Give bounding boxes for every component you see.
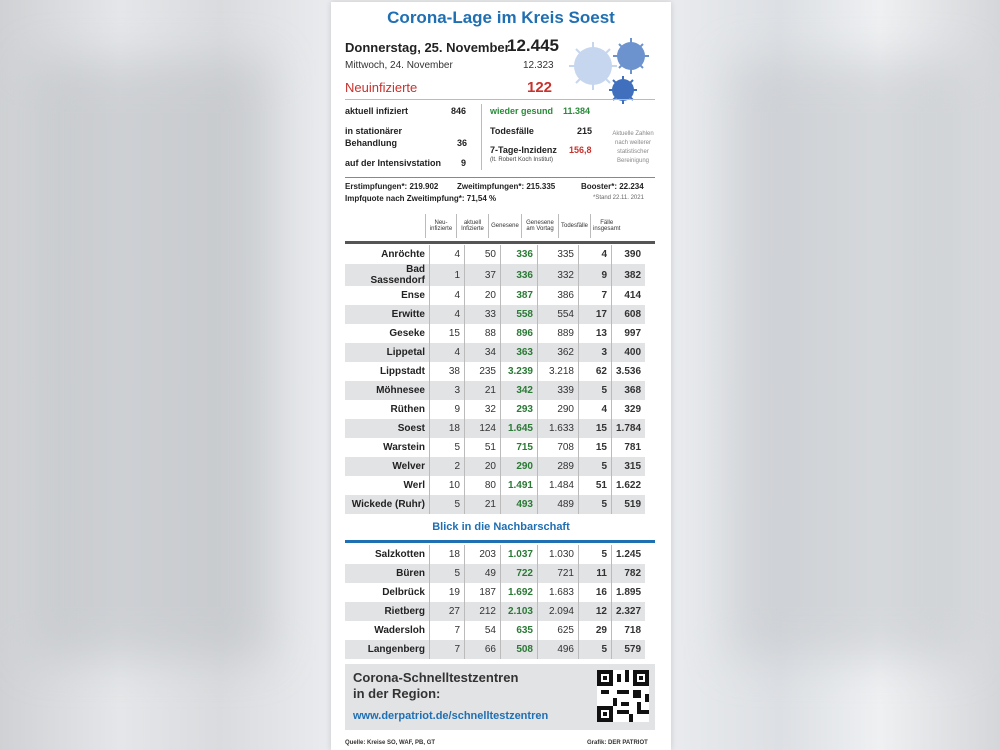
row-value-cell: 1.645 [501, 419, 538, 438]
row-value-cell: 1.484 [538, 476, 579, 495]
row-value-cell: 335 [538, 245, 579, 264]
row-value-cell: 4 [430, 343, 465, 362]
row-value-cell: 332 [538, 264, 579, 286]
new-label: Neuinfizierte [345, 80, 418, 95]
row-value-cell: 293 [501, 400, 538, 419]
row-value-cell: 62 [579, 362, 612, 381]
row-value-cell: 5 [430, 438, 465, 457]
row-value-cell: 27 [430, 602, 465, 621]
row-value-cell: 9 [430, 400, 465, 419]
row-value-cell: 20 [465, 286, 501, 305]
neighbors-title: Blick in die Nachbarschaft [432, 521, 570, 533]
column-header: Todesfälle [559, 214, 591, 238]
row-value-cell: 3 [579, 343, 612, 362]
yesterday-value: 12.323 [523, 60, 554, 71]
row-value-cell: 12 [579, 602, 612, 621]
table-row [345, 640, 645, 659]
row-value-cell: 889 [538, 324, 579, 343]
yesterday-label: Mittwoch, 24. November [345, 60, 453, 71]
row-value-cell: 387 [501, 286, 538, 305]
vacc-stand: *Stand 22.11. 2021 [593, 195, 644, 201]
district-table [345, 245, 645, 514]
row-name-cell: Rüthen [345, 400, 430, 419]
row-value-cell: 50 [465, 245, 501, 264]
row-name-cell: Delbrück [345, 583, 430, 602]
row-value-cell: 5 [430, 495, 465, 514]
row-value-cell: 493 [501, 495, 538, 514]
row-value-cell: 363 [501, 343, 538, 362]
row-value-cell: 21 [465, 495, 501, 514]
table-row [345, 400, 645, 419]
table-row [345, 621, 645, 640]
row-name-cell: Langenberg [345, 640, 430, 659]
row-value-cell: 496 [538, 640, 579, 659]
vacc-quota: Impfquote nach Zweitimpfung*: 71,54 % [345, 194, 497, 203]
row-name-cell: Wickede (Ruhr) [345, 495, 430, 514]
table-row [345, 457, 645, 476]
row-value-cell: 997 [624, 328, 642, 339]
row-value-cell: 5 [579, 495, 612, 514]
divider [345, 177, 655, 178]
today-label: Donnerstag, 25. November [345, 40, 510, 55]
row-value-cell: 187 [465, 583, 501, 602]
column-header: aktuell Infizierte [457, 214, 489, 238]
row-value-cell: 7 [430, 640, 465, 659]
row-value-cell: 329 [624, 404, 642, 415]
row-value-cell: 2.327 [612, 602, 646, 621]
row-name-cell: Rietberg [345, 602, 430, 621]
row-value-cell: 4 [430, 286, 465, 305]
footer-source: Quelle: Kreise SO, WAF, PB, GT [345, 740, 436, 746]
row-name-cell: Werl [345, 476, 430, 495]
row-name-cell: Geseke [345, 324, 430, 343]
row-value-cell: 3.239 [501, 362, 538, 381]
note-line: Aktuelle Zahlen [612, 131, 654, 137]
row-name-cell: Lippetal [345, 343, 430, 362]
row-value-cell: 124 [465, 419, 501, 438]
row-value-cell: 1.030 [538, 545, 579, 564]
hospital-label-1: in stationärer [345, 126, 403, 136]
new-value: 122 [527, 79, 553, 96]
row-name-cell: Wadersloh [345, 621, 430, 640]
row-value-cell: 10 [430, 476, 465, 495]
table-row [345, 564, 645, 583]
row-value-cell: 489 [538, 495, 579, 514]
row-value-cell: 20 [465, 457, 501, 476]
row-value-cell: 1.633 [538, 419, 579, 438]
incidence-value: 156,8 [569, 145, 592, 155]
row-value-cell: 7 [579, 286, 612, 305]
row-value-cell: 38 [430, 362, 465, 381]
table-row [345, 602, 645, 621]
row-value-cell: 203 [465, 545, 501, 564]
row-value-cell: 18 [430, 545, 465, 564]
vacc-booster: Booster*: 22.234 [581, 182, 644, 191]
row-name-cell: Soest [345, 419, 430, 438]
row-value-cell: 414 [624, 290, 642, 301]
row-value-cell: 342 [501, 381, 538, 400]
deaths-label: Todesfälle [490, 126, 534, 136]
row-value-cell: 896 [501, 324, 538, 343]
row-value-cell: 722 [501, 564, 538, 583]
row-value-cell: 80 [465, 476, 501, 495]
table-row [345, 286, 645, 305]
row-value-cell: 635 [501, 621, 538, 640]
row-value-cell: 19 [430, 583, 465, 602]
row-name-cell: Salzkotten [345, 545, 430, 564]
divider [345, 99, 655, 100]
hospital-label-2: Behandlung [345, 138, 397, 148]
row-value-cell: 715 [501, 438, 538, 457]
row-value-cell: 290 [538, 400, 579, 419]
row-value-cell: 1.245 [616, 549, 642, 560]
qr-code-icon[interactable] [597, 670, 649, 722]
row-name-cell: Lippstadt [345, 362, 430, 381]
testcenter-line2: in der Region: [353, 686, 441, 701]
neighbor-table [345, 545, 645, 659]
row-value-cell: 290 [501, 457, 538, 476]
stats-separator [481, 104, 482, 170]
row-value-cell: 289 [538, 457, 579, 476]
row-value-cell: 13 [579, 324, 612, 343]
table-row [345, 305, 645, 324]
header-spacer [345, 214, 426, 238]
row-value-cell: 1.037 [501, 545, 538, 564]
testcenter-line1: Corona-Schnelltestzentren [353, 670, 519, 685]
row-value-cell: 336 [501, 264, 538, 286]
row-value-cell: 4 [430, 305, 465, 324]
row-name-cell: Büren [345, 564, 430, 583]
row-value-cell: 400 [612, 343, 646, 362]
row-value-cell: 5 [579, 640, 612, 659]
row-value-cell: 7 [430, 621, 465, 640]
table-row [345, 264, 645, 286]
row-value-cell: 1.692 [501, 583, 538, 602]
row-value-cell: 4 [430, 245, 465, 264]
recovered-label: wieder gesund [490, 106, 554, 116]
row-value-cell: 11 [579, 564, 612, 583]
row-name-cell: Anröchte [345, 245, 430, 264]
row-value-cell: 66 [465, 640, 501, 659]
row-name-cell: Ense [345, 286, 430, 305]
row-value-cell: 339 [538, 381, 579, 400]
table-row [345, 343, 645, 362]
row-value-cell: 17 [579, 305, 612, 324]
row-value-cell: 29 [579, 621, 612, 640]
note-line: nach weiterer [614, 140, 652, 146]
column-header: Genesene [489, 214, 522, 238]
row-value-cell: 519 [612, 495, 646, 514]
row-value-cell: 37 [465, 264, 501, 286]
row-value-cell: 3.218 [538, 362, 579, 381]
row-value-cell: 32 [465, 400, 501, 419]
row-value-cell: 15 [579, 419, 612, 438]
table-row [345, 324, 645, 343]
row-value-cell: 4 [579, 400, 612, 419]
row-value-cell: 1.683 [538, 583, 579, 602]
row-value-cell: 2.103 [501, 602, 538, 621]
row-value-cell: 3 [430, 381, 465, 400]
row-name-cell: Warstein [345, 438, 430, 457]
incidence-source: (lt. Robert Koch Institut) [490, 157, 554, 163]
row-value-cell: 390 [624, 249, 642, 260]
row-value-cell: 336 [501, 245, 538, 264]
table-row [345, 438, 645, 457]
column-header: Genesene am Vortag [522, 214, 559, 238]
vacc-first: Erstimpfungen*: 219.902 [345, 182, 439, 191]
table-row [345, 476, 645, 495]
table-row [345, 495, 645, 514]
row-value-cell: 54 [465, 621, 501, 640]
row-value-cell: 721 [538, 564, 579, 583]
background-blur-left [30, 60, 270, 660]
table-row [345, 583, 645, 602]
hospital-value: 36 [457, 138, 468, 148]
icu-value: 9 [461, 158, 467, 168]
table-row [345, 419, 645, 438]
row-value-cell: 782 [612, 564, 646, 583]
row-value-cell: 34 [465, 343, 501, 362]
incidence-label: 7-Tage-Inzidenz [490, 145, 557, 155]
table-row [345, 381, 645, 400]
row-value-cell: 579 [612, 640, 646, 659]
background-blur-right [730, 60, 970, 660]
row-value-cell: 5 [579, 457, 612, 476]
infographic-card [331, 2, 671, 750]
row-value-cell: 781 [624, 442, 642, 453]
vacc-second: Zweitimpfungen*: 215.335 [457, 182, 556, 191]
row-value-cell: 5 [430, 564, 465, 583]
row-value-cell: 608 [612, 305, 646, 324]
row-value-cell: 2 [430, 457, 465, 476]
testcenter-box [345, 664, 655, 730]
row-value-cell: 554 [538, 305, 579, 324]
note-line: statistischer [617, 149, 649, 155]
row-value-cell: 15 [579, 438, 612, 457]
row-value-cell: 1.784 [612, 419, 646, 438]
row-value-cell: 51 [579, 476, 612, 495]
row-value-cell: 212 [465, 602, 501, 621]
row-value-cell: 3.536 [616, 366, 642, 377]
testcenter-link[interactable]: www.derpatriot.de/schnelltestzentren [353, 710, 549, 722]
table-header [345, 214, 622, 238]
row-value-cell: 1 [430, 264, 465, 286]
row-value-cell: 18 [430, 419, 465, 438]
row-value-cell: 708 [538, 438, 579, 457]
table-row [345, 362, 645, 381]
row-value-cell: 51 [465, 438, 501, 457]
row-value-cell: 235 [465, 362, 501, 381]
row-value-cell: 33 [465, 305, 501, 324]
today-value: 12.445 [507, 36, 559, 55]
row-name-cell: Bad Sassendorf [345, 264, 430, 286]
row-value-cell: 2.094 [538, 602, 579, 621]
row-value-cell: 88 [465, 324, 501, 343]
row-value-cell: 362 [538, 343, 579, 362]
row-value-cell: 625 [538, 621, 579, 640]
row-value-cell: 508 [501, 640, 538, 659]
row-value-cell: 9 [579, 264, 612, 286]
deaths-value: 215 [577, 126, 593, 136]
row-name-cell: Erwitte [345, 305, 430, 324]
column-header: Fälle insgesamt [593, 220, 621, 232]
row-value-cell: 368 [612, 381, 646, 400]
row-value-cell: 21 [465, 381, 501, 400]
row-name-cell: Welver [345, 457, 430, 476]
row-value-cell: 1.622 [616, 480, 642, 491]
column-header: Neu-infizierte [426, 214, 457, 238]
row-value-cell: 1.491 [501, 476, 538, 495]
row-value-cell: 15 [430, 324, 465, 343]
row-value-cell: 4 [579, 245, 612, 264]
row-value-cell: 386 [538, 286, 579, 305]
footer-credit: Grafik: DER PATRIOT [587, 740, 648, 746]
note-line: Bereinigung [616, 158, 650, 164]
neighbors-rule [345, 540, 655, 543]
active-label: aktuell infiziert [345, 106, 409, 116]
active-value: 846 [451, 106, 467, 116]
table-row [345, 245, 645, 264]
row-value-cell: 5 [579, 545, 612, 564]
row-value-cell: 5 [579, 381, 612, 400]
icu-label: auf der Intensivstation [345, 158, 442, 168]
table-rule [345, 241, 655, 244]
stats-note [605, 130, 661, 166]
row-value-cell: 718 [624, 625, 642, 636]
table-row [345, 545, 645, 564]
recovered-value: 11.384 [563, 106, 591, 116]
row-value-cell: 1.895 [616, 587, 642, 598]
row-value-cell: 16 [579, 583, 612, 602]
row-value-cell: 558 [501, 305, 538, 324]
row-name-cell: Möhnesee [345, 381, 430, 400]
row-value-cell: 315 [612, 457, 646, 476]
row-value-cell: 382 [612, 264, 646, 286]
page-title: Corona-Lage im Kreis Soest [387, 8, 615, 27]
row-value-cell: 49 [465, 564, 501, 583]
